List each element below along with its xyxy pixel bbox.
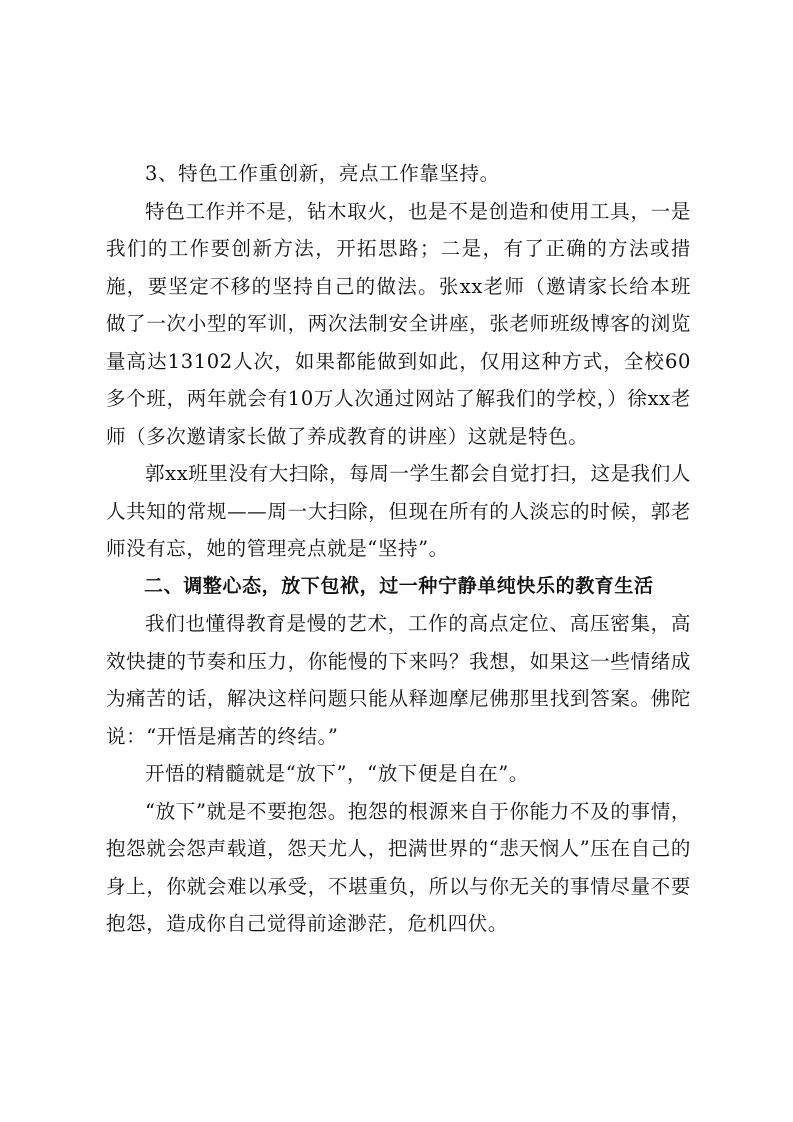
body-paragraph: “放下”就是不要抱怨。抱怨的根源来自于你能力不及的事情，抱怨就会怨声载道，怨天尤人，把满世界的“悲天悯人”压在自己的身上，你就会难以承受，不堪重负，所以与你无关的事情尽量不要抱怨，造成你自己觉得前途渺茫，危机四伏。	[106, 799, 691, 935]
subheading-paragraph: 3、特色工作重创新，亮点工作靠坚持。	[145, 162, 500, 185]
document-body	[106, 155, 691, 943]
body-paragraph: 郭xx班里没有大扫除，每周一学生都会自觉打扫，这是我们人人共知的常规——周一大扫除，但现在所有的人淡忘的时候，郭老师没有忘，她的管理亮点就是“坚持”。	[106, 462, 691, 560]
body-paragraph: 特色工作并不是，钻木取火，也是不是创造和使用工具，一是我们的工作要创新方法，开拓思路；二是，有了正确的方法或措施，要坚定不移的坚持自己的做法。张xx老师（邀请家长给本班做了一次小型的军训，两次法制安全讲座，张老师班级博客的浏览量高达13102人次，如果都能做到如此，仅用这种方式，全校60多个班，两年就会有10万人次通过网站了解我们的学校，）徐xx老师（多次邀请家长做了养成教育的讲座）这就是特色。	[106, 199, 691, 448]
body-paragraph: 我们也懂得教育是慢的艺术，工作的高点定位、高压密集，高效快捷的节奏和压力，你能慢的下来吗？我想，如果这一些情绪成为痛苦的话，解决这样问题只能从释迦摩尼佛那里找到答案。佛陀说：“开悟是痛苦的终结。”	[106, 612, 691, 748]
section-heading: 二、调整心态，放下包袱，过一种宁静单纯快乐的教育生活	[144, 574, 654, 597]
body-paragraph: 开悟的精髓就是“放下”，“放下便是自在”。	[145, 762, 529, 785]
